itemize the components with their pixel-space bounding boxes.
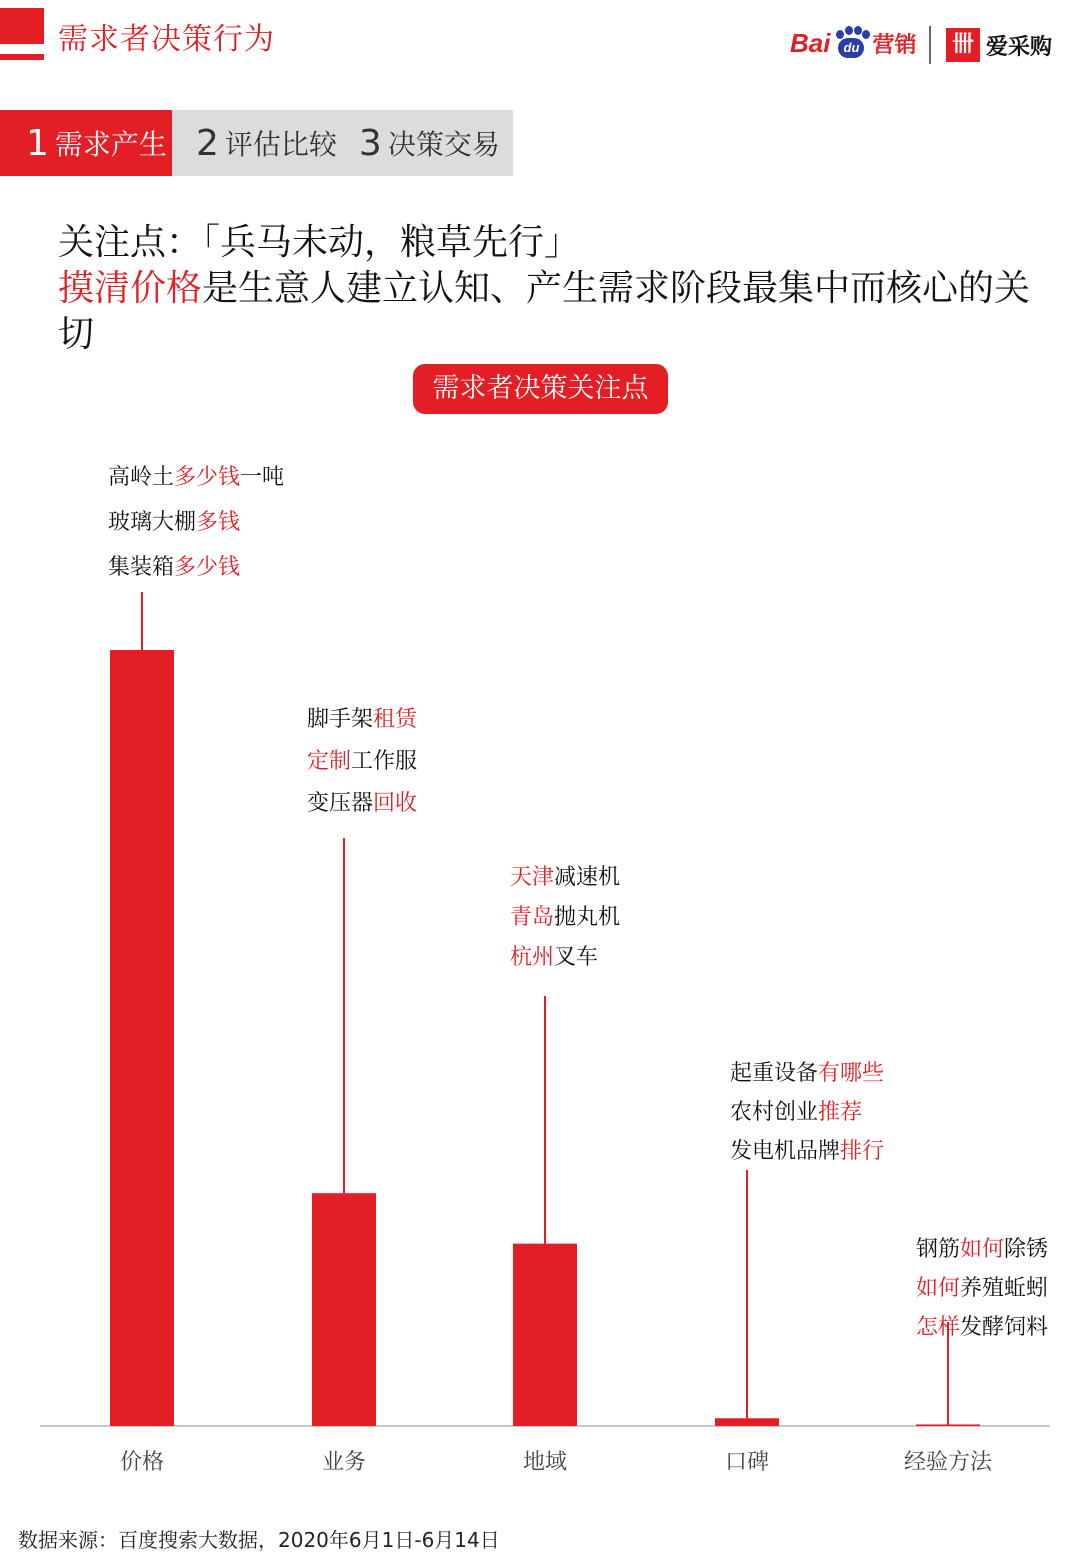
header-accent-block: [0, 8, 44, 44]
logo-baidu-suffix: 营销: [872, 32, 917, 58]
keyword-highlight: 青岛: [510, 905, 555, 930]
aicaigou-logo: [946, 26, 1052, 64]
baidu-marketing-logo: [790, 22, 916, 64]
keyword-text: 集装箱: [108, 555, 175, 580]
keyword-highlight: 天津: [510, 865, 555, 890]
keyword-line: [916, 1310, 1048, 1341]
tab-evaluate[interactable]: [196, 110, 337, 176]
keyword-text: 起重设备: [730, 1061, 819, 1086]
keyword-text: 除锈: [1004, 1237, 1049, 1262]
keyword-line: [916, 1271, 1048, 1302]
tab-label: 决策交易: [387, 128, 500, 161]
keyword-text: 叉车: [554, 945, 599, 970]
keyword-highlight: 多少钱: [174, 465, 241, 490]
headline-rest: 是生意人建立认知、产生需求阶段最集中而核心的关切: [58, 268, 1031, 355]
x-tick-label: 经验方法: [903, 1450, 993, 1475]
data-source-note: 数据来源：百度搜索大数据，2020年6月1日-6月14日: [18, 1528, 500, 1552]
page-title: 需求者决策行为: [58, 22, 275, 57]
headline: [58, 220, 1048, 358]
keyword-text: 减速机: [554, 865, 621, 890]
tab-number: 3: [358, 122, 382, 164]
keyword-text: 变压器: [307, 791, 374, 816]
keyword-highlight: 怎样: [916, 1315, 961, 1340]
keyword-highlight: 排行: [840, 1139, 885, 1164]
tab-group-rest: [172, 110, 513, 176]
keyword-line: [510, 940, 598, 971]
keyword-highlight: 如何: [916, 1276, 961, 1301]
x-tick-label: 业务: [321, 1450, 367, 1475]
keyword-text: 脚手架: [307, 707, 374, 732]
headline-line1: 关注点：「兵马未动，粮草先行」: [58, 222, 581, 263]
keyword-text: 发电机品牌: [730, 1139, 841, 1164]
stage-tabs: [0, 110, 513, 176]
keyword-highlight: 租赁: [373, 707, 418, 732]
keyword-line: [307, 702, 417, 733]
keyword-highlight: 回收: [373, 791, 418, 816]
tab-label: 需求产生: [54, 128, 167, 161]
keyword-line: [108, 460, 284, 491]
keyword-text: 发酵饲料: [960, 1315, 1049, 1340]
tab-decide[interactable]: [359, 110, 500, 176]
logo-baidu-paw-text: du: [838, 38, 864, 58]
keyword-text: 抛丸机: [554, 905, 621, 930]
headline-line2: [58, 266, 1048, 358]
keyword-line: [307, 744, 417, 775]
x-tick-label: 价格: [119, 1450, 165, 1475]
keyword-text: 玻璃大棚: [108, 510, 197, 535]
tab-number: 2: [196, 122, 219, 164]
keyword-line: [730, 1134, 884, 1165]
keyword-text: 工作服: [351, 749, 418, 774]
aicaigou-text: 爱采购: [986, 34, 1053, 60]
aicaigou-mark-icon: 卌: [946, 28, 980, 62]
tab-label: 评估比较: [224, 128, 337, 161]
keyword-text: 农村创业: [730, 1100, 819, 1125]
keyword-highlight: 多少钱: [174, 555, 241, 580]
keyword-line: [730, 1095, 862, 1126]
keyword-highlight: 杭州: [510, 945, 555, 970]
logo-divider: [929, 26, 931, 64]
x-tick-label: 地域: [522, 1450, 568, 1475]
keyword-line: [916, 1232, 1048, 1263]
baidu-paw-icon: [832, 26, 870, 60]
keyword-annotations: [0, 420, 1080, 1500]
keyword-text: 钢筋: [916, 1237, 961, 1262]
logo-baidu-prefix: Bai: [790, 27, 831, 58]
tab-number: 1: [26, 122, 49, 164]
keyword-line: [510, 900, 620, 931]
x-tick-label: 口碑: [724, 1450, 770, 1475]
keyword-highlight: 定制: [307, 749, 352, 774]
header-accent-line: [0, 54, 44, 60]
keyword-line: [108, 550, 240, 581]
keyword-line: [510, 860, 620, 891]
keyword-line: [307, 786, 417, 817]
keyword-line: [730, 1056, 884, 1087]
headline-highlight: 摸清价格: [58, 268, 203, 309]
chart-title-pill: 需求者决策关注点: [413, 364, 668, 414]
keyword-text: 一吨: [240, 465, 285, 490]
keyword-highlight: 多钱: [196, 510, 241, 535]
keyword-highlight: 如何: [960, 1237, 1005, 1262]
keyword-text: 养殖蚯蚓: [960, 1276, 1049, 1301]
tab-demand[interactable]: [0, 110, 172, 176]
keyword-line: [108, 505, 240, 536]
keyword-highlight: 推荐: [818, 1100, 863, 1125]
keyword-highlight: 有哪些: [818, 1061, 885, 1086]
keyword-text: 高岭土: [108, 465, 175, 490]
